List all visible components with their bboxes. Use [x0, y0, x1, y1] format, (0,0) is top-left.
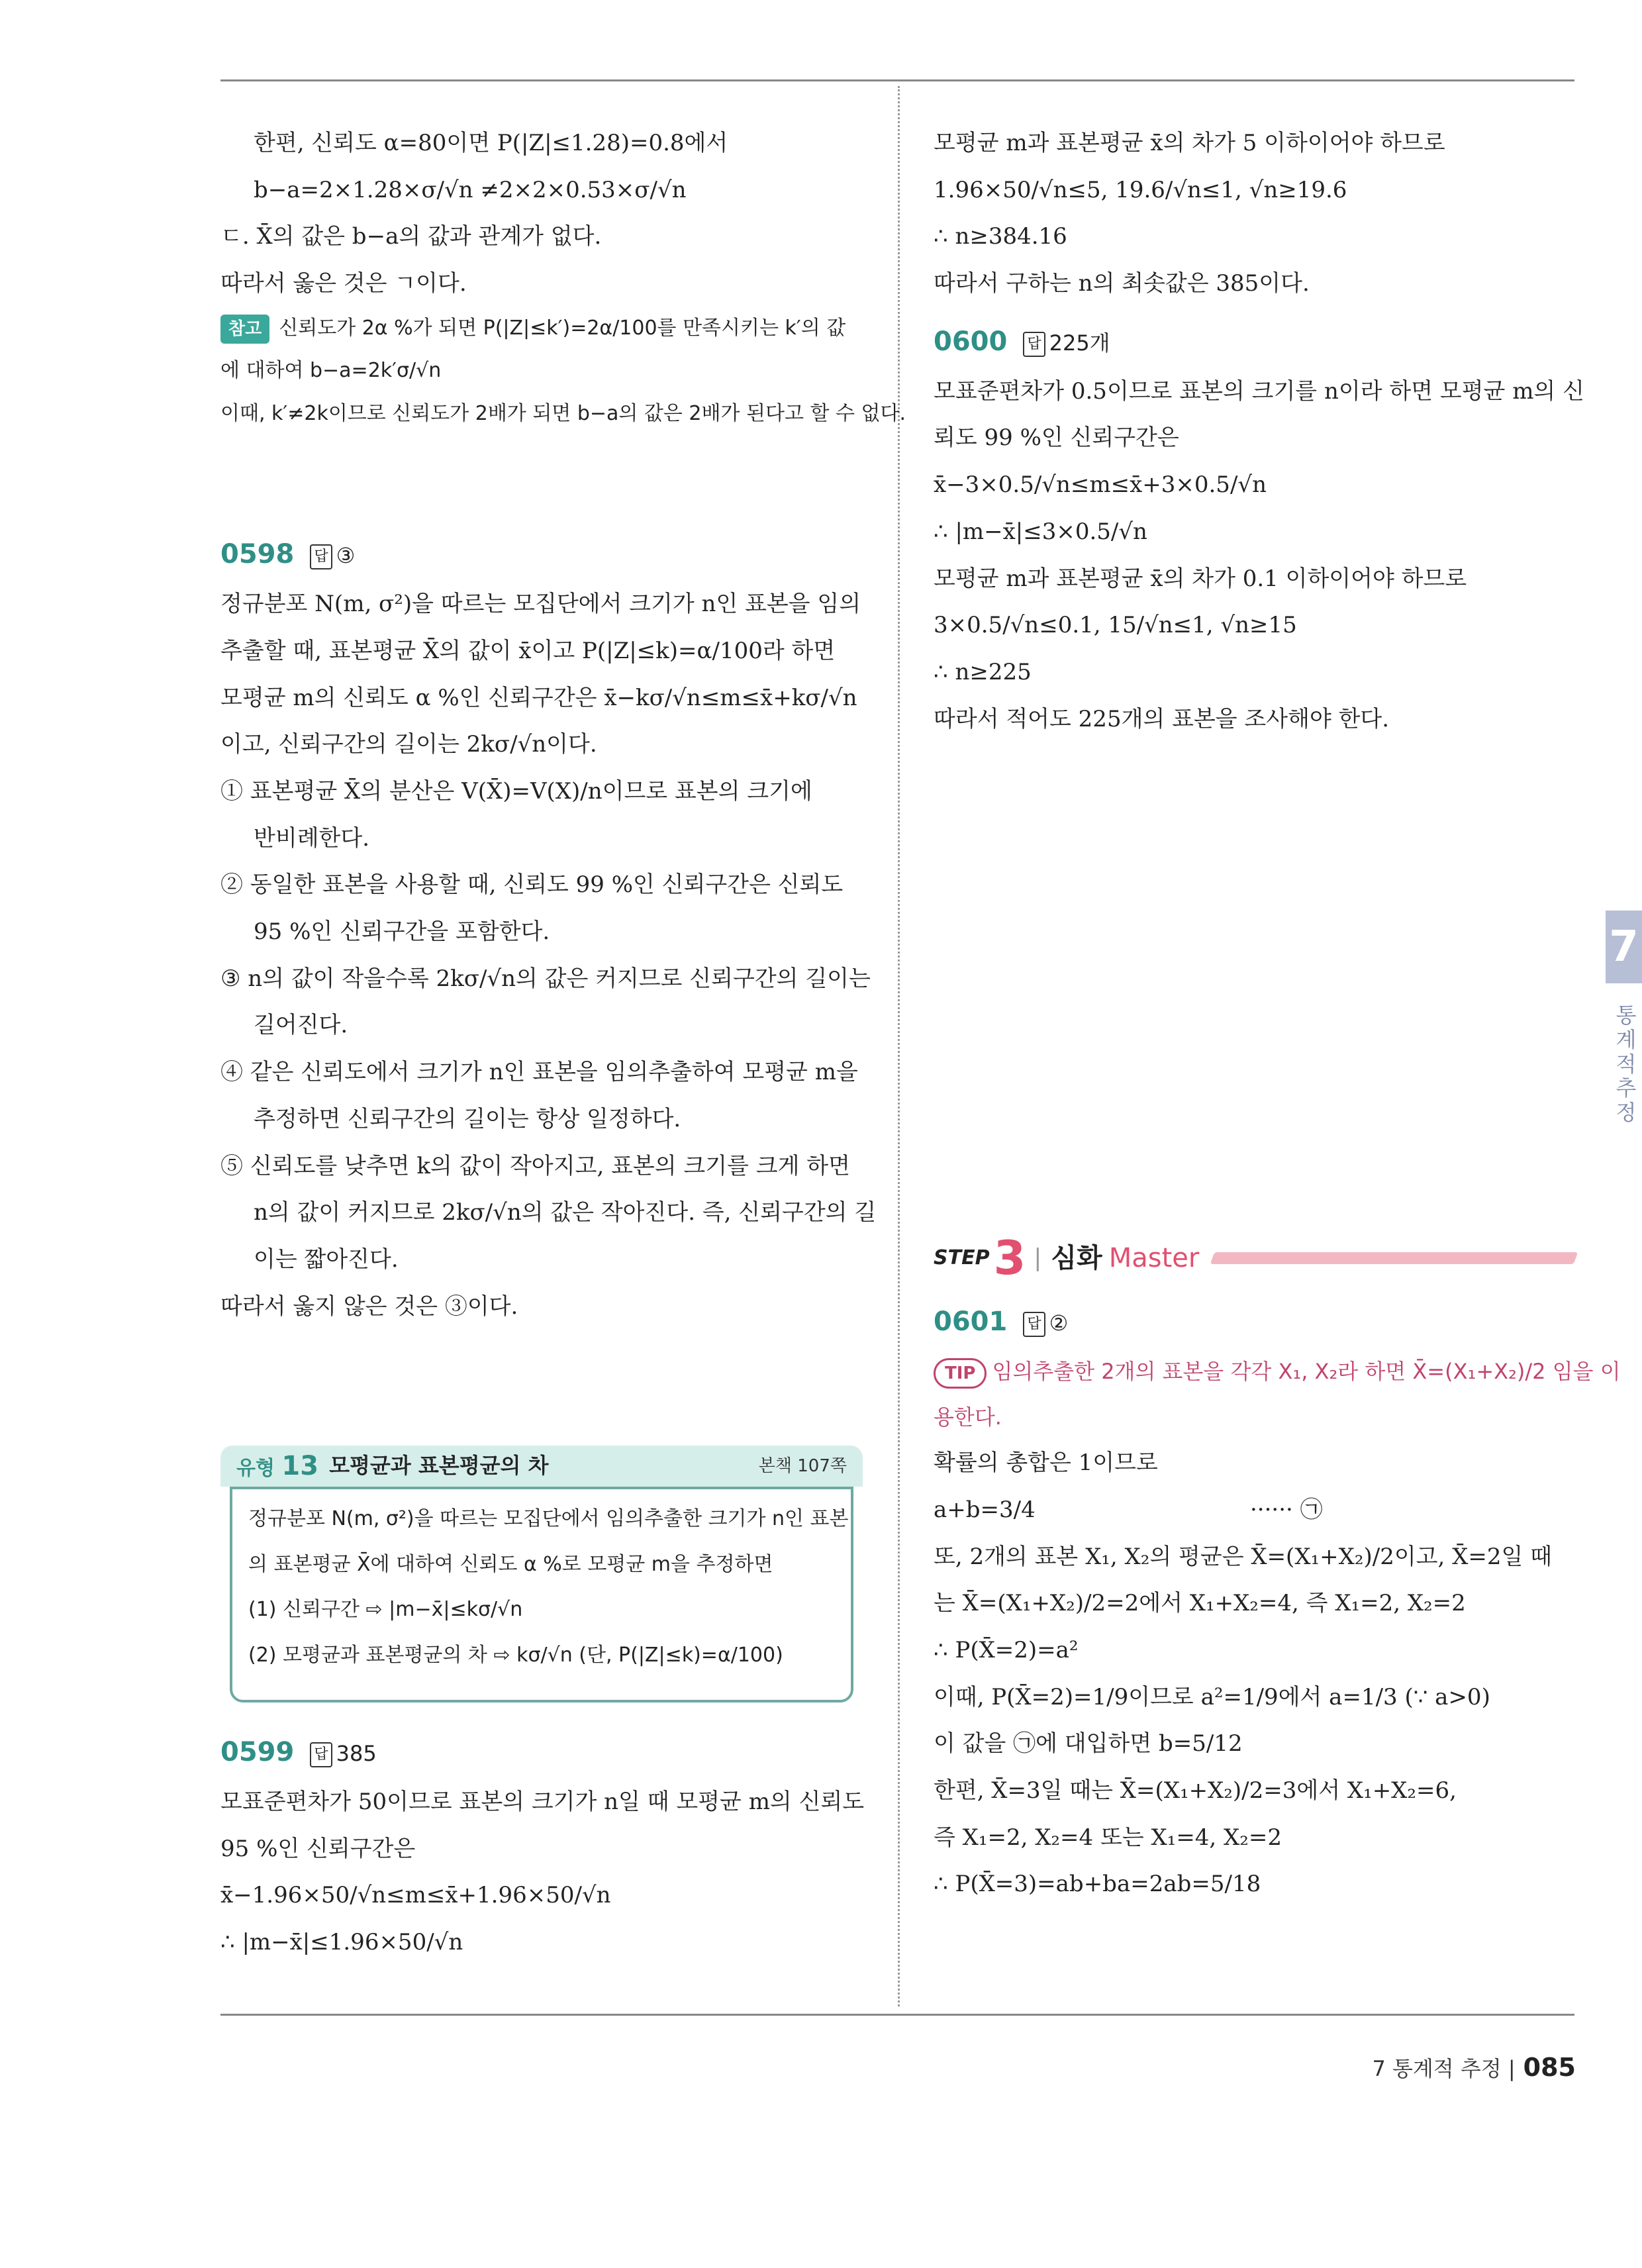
text-line: 모평균 m과 표본평균 x̄의 차가 0.1 이하이어야 하므로 — [934, 565, 1467, 592]
step-bar — [1210, 1252, 1578, 1264]
text-line: ∴ n≥225 — [934, 658, 1032, 685]
question-number: 0600 — [934, 326, 1008, 357]
question-0601 — [934, 1301, 1621, 1914]
text-line: 따라서 옳은 것은 ㄱ이다. — [220, 270, 467, 297]
text-line: 한편, X̄=3일 때는 X̄=(X₁+X₂)/2=3에서 X₁+X₂=6, — [934, 1777, 1457, 1804]
answer-icon: 답 — [1023, 1312, 1045, 1337]
chapter-tab: 7 — [1606, 911, 1642, 983]
answer: 답 225개 — [1023, 330, 1110, 356]
page-footer — [1372, 2048, 1576, 2087]
text-line: (1) 신뢰구간 ⇨ |m−x̄|≤kσ/√n — [248, 1598, 523, 1621]
tip-text: 용한다. — [934, 1404, 1002, 1430]
text-line: 따라서 구하는 n의 최솟값은 385이다. — [934, 270, 1310, 297]
reference-badge: 참고 — [220, 315, 269, 344]
text-line: ① 표본평균 X̄의 분산은 V(X̄)=V(X)/n이므로 표본의 크기에 — [220, 778, 812, 805]
text-line: ② 동일한 표본을 사용할 때, 신뢰도 99 %인 신뢰구간은 신뢰도 — [220, 871, 844, 899]
text-line: ⑤ 신뢰도를 낮추면 k의 값이 작아지고, 표본의 크기를 크게 하면 — [220, 1152, 850, 1179]
text-line: ㄷ. X̄의 값은 b−a의 값과 관계가 없다. — [220, 223, 602, 250]
text-line: ④ 같은 신뢰도에서 크기가 n인 표본을 임의추출하여 모평균 m을 — [220, 1059, 858, 1086]
left-column — [220, 126, 906, 1336]
type-tag: 유형 13 — [236, 1451, 319, 1481]
text-line: 모평균 m의 신뢰도 α %인 신뢰구간은 x̄−kσ/√n≤m≤x̄+kσ/√n — [220, 684, 857, 711]
text-line: 95 %인 신뢰구간은 — [220, 1835, 416, 1862]
chapter-char: 추 — [1616, 1075, 1637, 1101]
reference-note — [220, 313, 869, 344]
text-line: 이고, 신뢰구간의 길이는 2kσ/√n이다. — [220, 731, 597, 758]
text-line: 에 대하여 b−a=2k′σ/√n — [220, 359, 442, 383]
right-column — [934, 126, 1584, 748]
text-line: a+b=3/4 ······ ㉠ — [934, 1496, 1323, 1523]
text-line: 정규분포 N(m, σ²)을 따르는 모집단에서 크기가 n인 표본을 임의 — [220, 591, 861, 618]
top-rule — [220, 79, 1574, 81]
question-number: 0601 — [934, 1307, 1008, 1337]
question-header — [220, 534, 869, 575]
text-line: 95 %인 신뢰구간을 포함한다. — [254, 918, 550, 946]
bottom-rule — [220, 2014, 1574, 2016]
text-line: 의 표본평균 X̄에 대하여 신뢰도 α %로 모평균 m을 추정하면 — [248, 1552, 773, 1576]
text-line: 한편, 신뢰도 α=80이면 P(|Z|≤1.28)=0.8에서 — [254, 130, 728, 156]
text-line: ③ n의 값이 작을수록 2kσ/√n의 값은 커지므로 신뢰구간의 길이는 — [220, 965, 871, 992]
text-line: 이때, k′≠2k이므로 신뢰도가 2배가 되면 b−a의 값은 2배가 된다고 할 수 없다. — [220, 401, 906, 425]
text-line: 확률의 총합은 1이므로 — [934, 1450, 1158, 1477]
footer-chapter: 7 통계적 추정 | — [1372, 2056, 1516, 2081]
text-line: 길어진다. — [254, 1012, 348, 1039]
page-number: 085 — [1523, 2053, 1576, 2082]
answer-icon: 답 — [310, 1742, 332, 1767]
chapter-char: 계 — [1616, 1026, 1637, 1052]
text-line: 추출할 때, 표본평균 X̄의 값이 x̄이고 P(|Z|≤k)=α/100라 하면 — [220, 637, 836, 664]
question-0599 — [220, 1732, 869, 1972]
step-number: 3 — [993, 1230, 1026, 1285]
question-header — [220, 1732, 869, 1773]
chapter-char: 통 — [1616, 1003, 1637, 1028]
answer-icon: 답 — [310, 544, 332, 569]
step-separator: | — [1034, 1244, 1042, 1272]
text-line: 반비례한다. — [254, 824, 370, 852]
type-13-body — [230, 1487, 853, 1702]
text-line: 따라서 적어도 225개의 표본을 조사해야 한다. — [934, 705, 1390, 732]
answer: 답 ③ — [310, 543, 355, 568]
tip-badge: TIP — [934, 1358, 987, 1389]
step-master: Master — [1108, 1243, 1200, 1273]
text-line: ∴ P(X̄=2)=a² — [934, 1637, 1079, 1664]
text-line: 모표준편차가 50이므로 표본의 크기가 n일 때 모평균 m의 신뢰도 — [220, 1789, 865, 1815]
question-number: 0598 — [220, 539, 295, 570]
answer: 답 385 — [310, 1741, 376, 1766]
text-line: 는 X̄=(X₁+X₂)/2=2에서 X₁+X₂=4, 즉 X₁=2, X₂=2 — [934, 1590, 1466, 1617]
question-number: 0599 — [220, 1737, 295, 1767]
step-title: 심화 — [1051, 1243, 1102, 1273]
text-line: 이 값을 ㉠에 대입하면 b=5/12 — [934, 1730, 1243, 1757]
chapter-char: 정 — [1616, 1100, 1637, 1126]
step3-banner — [934, 1228, 1576, 1288]
text-line: 신뢰도가 2α %가 되면 P(|Z|≤k′)=2α/100를 만족시키는 k′의 값 — [279, 316, 846, 340]
text-line: 또, 2개의 표본 X₁, X₂의 평균은 X̄=(X₁+X₂)/2이고, X̄=2일 때 — [934, 1543, 1552, 1570]
text-line: x̄−3×0.5/√n≤m≤x̄+3×0.5/√n — [934, 471, 1267, 499]
text-line: 추정하면 신뢰구간의 길이는 항상 일정하다. — [254, 1105, 681, 1132]
question-header — [934, 1301, 1576, 1342]
text-line: 따라서 옳지 않은 것은 ③이다. — [220, 1293, 518, 1320]
text-line: 뢰도 99 %인 신뢰구간은 — [934, 424, 1179, 452]
text-line: 1.96×50/√n≤5, 19.6/√n≤1, √n≥19.6 — [934, 176, 1347, 203]
text-line: 정규분포 N(m, σ²)을 따르는 모집단에서 임의추출한 크기가 n인 표본 — [248, 1507, 849, 1530]
tip-text: 임의추출한 2개의 표본을 각각 X₁, X₂라 하면 X̄=(X₁+X₂)/2 임을 이 — [992, 1359, 1621, 1384]
chapter-char: 적 — [1616, 1051, 1637, 1077]
text-line: b−a=2×1.28×σ/√n ≠2×2×0.53×σ/√n — [254, 176, 687, 203]
text-line: ∴ n≥384.16 — [934, 223, 1067, 250]
answer-icon: 답 — [1023, 332, 1045, 357]
text-line: n의 값이 커지므로 2kσ/√n의 값은 작아진다. 즉, 신뢰구간의 길 — [254, 1199, 877, 1226]
text-line: (2) 모평균과 표본평균의 차 ⇨ kσ/√n (단, P(|Z|≤k)=α/100) — [248, 1643, 783, 1667]
text-line: x̄−1.96×50/√n≤m≤x̄+1.96×50/√n — [220, 1882, 611, 1909]
chapter-vertical-title — [1613, 1003, 1639, 1125]
type-13-header — [220, 1446, 863, 1487]
question-header — [934, 321, 1576, 362]
page-reference: 본책 107쪽 — [758, 1455, 847, 1476]
text-line: ∴ |m−x̄|≤3×0.5/√n — [934, 518, 1147, 545]
text-line: 즉 X₁=2, X₂=4 또는 X₁=4, X₂=2 — [934, 1824, 1282, 1851]
tip-line — [934, 1354, 1621, 1389]
column-divider — [898, 86, 900, 2006]
step-word: STEP — [934, 1246, 990, 1269]
type-title: 모평균과 표본평균의 차 — [329, 1453, 549, 1479]
text-line: 3×0.5/√n≤0.1, 15/√n≤1, √n≥15 — [934, 612, 1297, 639]
text-line: 이때, P(X̄=2)=1/9이므로 a²=1/9에서 a=1/3 (∵ a>0) — [934, 1683, 1490, 1710]
text-line: 모표준편차가 0.5이므로 표본의 크기를 n이라 하면 모평균 m의 신 — [934, 377, 1584, 405]
answer: 답 ② — [1023, 1310, 1068, 1336]
text-line: 모평균 m과 표본평균 x̄의 차가 5 이하이어야 하므로 — [934, 130, 1445, 156]
text-line: ∴ |m−x̄|≤1.96×50/√n — [220, 1929, 463, 1956]
text-line: 이는 짧아진다. — [254, 1246, 399, 1273]
type-13-box — [220, 1446, 863, 1710]
text-line: ∴ P(X̄=3)=ab+ba=2ab=5/18 — [934, 1871, 1261, 1898]
